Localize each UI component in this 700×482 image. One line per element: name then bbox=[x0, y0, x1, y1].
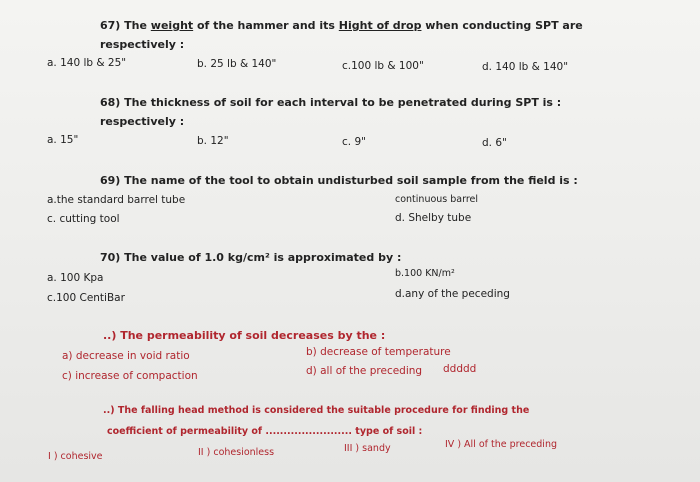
q69-option-b: continuous barrel bbox=[395, 194, 479, 205]
q70-option-a: a. 100 Kpa bbox=[47, 272, 104, 284]
q72-option-iii: III ) sandy bbox=[344, 443, 391, 454]
question-70: 70) The value of 1.0 kg/cm² is approximated by : bbox=[100, 251, 402, 264]
q67-option-a: a. 140 lb & 25" bbox=[47, 57, 127, 69]
q67-line2: respectively : bbox=[100, 38, 185, 51]
q72-option-iv: IV ) All of the preceding bbox=[445, 439, 557, 450]
q67-option-c: c.100 lb & 100" bbox=[342, 60, 424, 72]
q68-line2: respectively : bbox=[100, 115, 185, 128]
q71-option-a: a) decrease in void ratio bbox=[62, 350, 190, 362]
q71-extra-mark: ddddd bbox=[443, 363, 477, 375]
q68-option-c: c. 9" bbox=[342, 136, 366, 148]
q68-option-d: d. 6" bbox=[482, 137, 507, 149]
q67-option-d: d. 140 lb & 140" bbox=[482, 61, 569, 73]
q67-weight-word: weight bbox=[150, 19, 194, 32]
q70-option-b: b.100 KN/m² bbox=[395, 268, 455, 279]
q68-option-b: b. 12" bbox=[197, 135, 229, 147]
question-falling-head: ..) The falling head method is considered the suitable procedure for finding the bbox=[103, 405, 530, 416]
q72-line2: coefficient of permeability of ........................ type of soil : bbox=[107, 426, 423, 437]
q71-option-d: d) all of the preceding bbox=[306, 365, 423, 377]
q67-option-b: b. 25 lb & 140" bbox=[197, 58, 277, 70]
q68-option-a: a. 15" bbox=[47, 134, 79, 146]
q67-text-middle: of the hammer and its bbox=[193, 19, 339, 32]
q69-option-c: c. cutting tool bbox=[47, 213, 120, 225]
q71-option-b: b) decrease of temperature bbox=[306, 346, 451, 358]
q72-option-ii: II ) cohesionless bbox=[198, 447, 275, 458]
question-67 bbox=[100, 19, 583, 32]
q67-height-word: Hight of drop bbox=[338, 19, 422, 32]
q67-text-end: when conducting SPT are bbox=[421, 19, 583, 32]
q72-option-i: I ) cohesive bbox=[48, 451, 103, 462]
q70-option-c: c.100 CentiBar bbox=[47, 292, 125, 304]
q67-text-start: 67) The bbox=[100, 19, 151, 32]
question-68: 68) The thickness of soil for each interval to be penetrated during SPT is : bbox=[100, 96, 562, 109]
q70-option-d: d.any of the peceding bbox=[395, 288, 510, 300]
question-69: 69) The name of the tool to obtain undisturbed soil sample from the field is : bbox=[100, 174, 578, 187]
question-permeability: ..) The permeability of soil decreases by the : bbox=[103, 329, 386, 342]
q69-option-a: a.the standard barrel tube bbox=[47, 194, 186, 206]
q71-option-c: c) increase of compaction bbox=[62, 370, 198, 382]
q69-option-d: d. Shelby tube bbox=[395, 212, 472, 224]
